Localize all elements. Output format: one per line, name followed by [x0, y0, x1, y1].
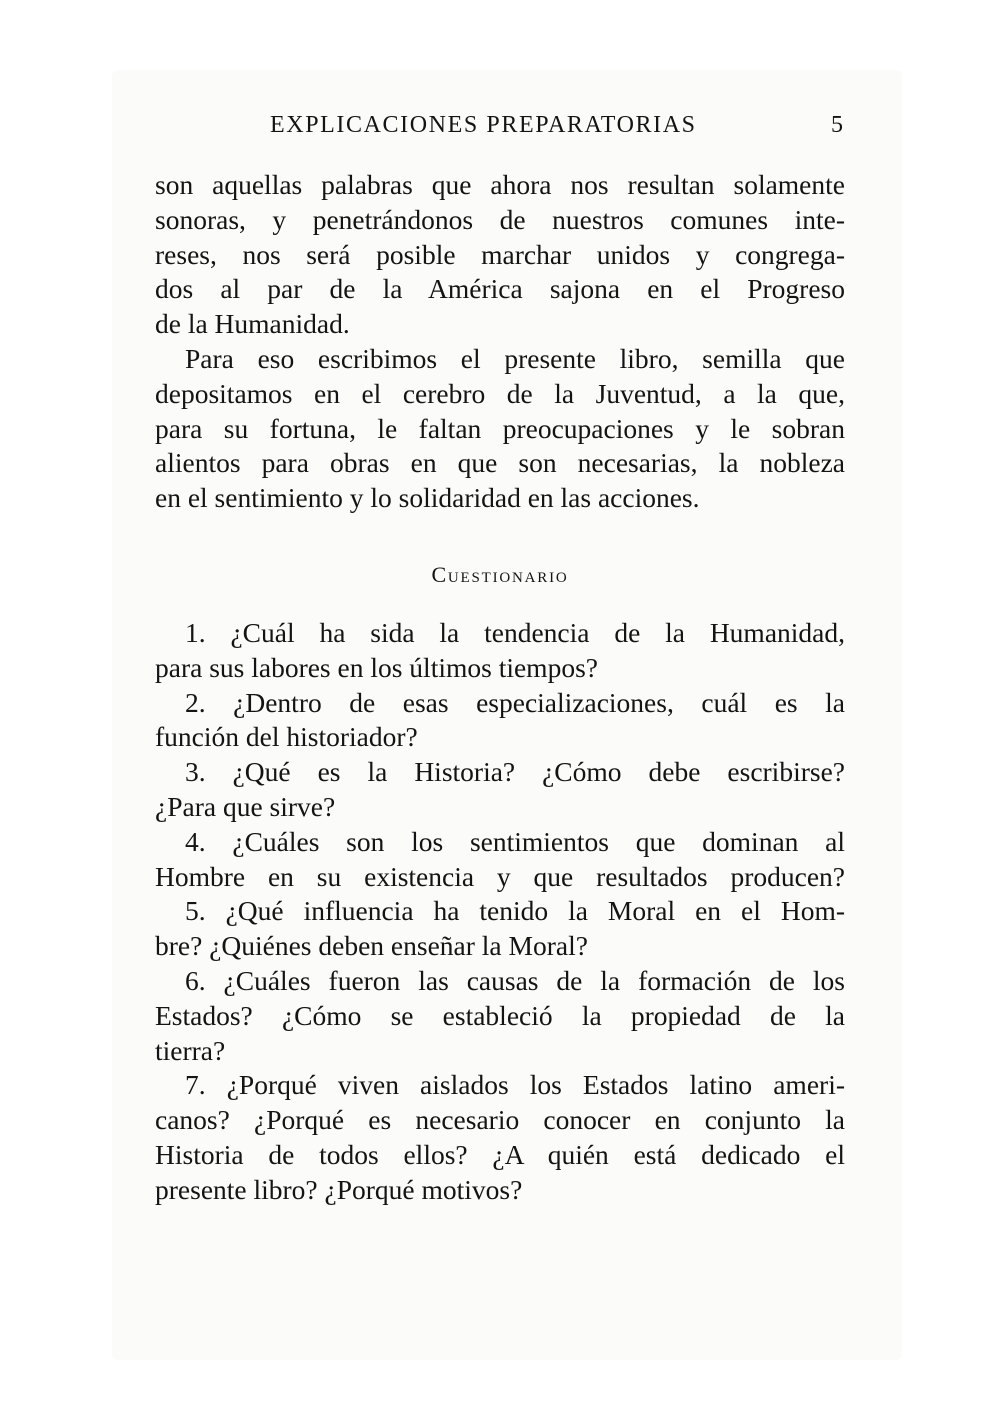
- question-line: Hombre en su existencia y que resultados producen?: [155, 860, 845, 892]
- text-line: alientos para obras en que son necesarias, la nobleza: [155, 447, 845, 479]
- question-line: 3. ¿Qué es la Historia? ¿Cómo debe escribirse?: [185, 756, 845, 788]
- question-line: ¿Para que sirve?: [155, 790, 336, 822]
- page-number: 5: [831, 112, 843, 138]
- text-line: dos al par de la América sajona en el Progreso: [155, 273, 845, 305]
- section-heading: Cuestionario: [431, 562, 569, 587]
- text-line: Para eso escribimos el presente libro, semilla que: [185, 342, 845, 374]
- text-line: de la Humanidad.: [155, 308, 350, 340]
- question-line: Estados? ¿Cómo se estableció la propiedad de la: [155, 999, 845, 1031]
- question-line: tierra?: [155, 1034, 226, 1066]
- question-line: bre? ¿Quiénes deben enseñar la Moral?: [155, 930, 588, 962]
- text-line: en el sentimiento y lo solidaridad en las acciones.: [155, 482, 700, 514]
- body-text: [155, 168, 845, 516]
- question-line: canos? ¿Porqué es necesario conocer en conjunto la: [155, 1104, 845, 1136]
- text-line: sonoras, y penetrándonos de nuestros comunes inte-: [155, 203, 845, 235]
- question-line: función del historiador?: [155, 721, 418, 753]
- question-list: [155, 616, 845, 1208]
- question-line: Historia de todos ellos? ¿A quién está dedicado el: [155, 1138, 845, 1170]
- question-line: 2. ¿Dentro de esas especializaciones, cuál es la: [185, 686, 845, 718]
- question-line: presente libro? ¿Porqué motivos?: [155, 1173, 523, 1205]
- question-line: para sus labores en los últimos tiempos?: [155, 651, 598, 683]
- running-head: [155, 112, 845, 142]
- question-line: 4. ¿Cuáles son los sentimientos que dominan al: [185, 825, 845, 857]
- question-line: 1. ¿Cuál ha sida la tendencia de la Humanidad,: [185, 617, 845, 648]
- text-line: reses, nos será posible marchar unidos y congrega-: [155, 238, 845, 270]
- text-line: para su fortuna, le faltan preocupaciones y le sobran: [155, 412, 845, 444]
- running-title: EXPLICACIONES PREPARATORIAS: [270, 112, 697, 138]
- question-line: 5. ¿Qué influencia ha tenido la Moral en el Hom-: [185, 895, 845, 927]
- question-line: 6. ¿Cuáles fueron las causas de la formación de los: [185, 964, 845, 996]
- text-line: son aquellas palabras que ahora nos resultan solamente: [155, 169, 845, 200]
- text-line: depositamos en el cerebro de la Juventud, a la que,: [155, 377, 845, 409]
- question-line: 7. ¿Porqué viven aislados los Estados latino ameri-: [185, 1069, 845, 1101]
